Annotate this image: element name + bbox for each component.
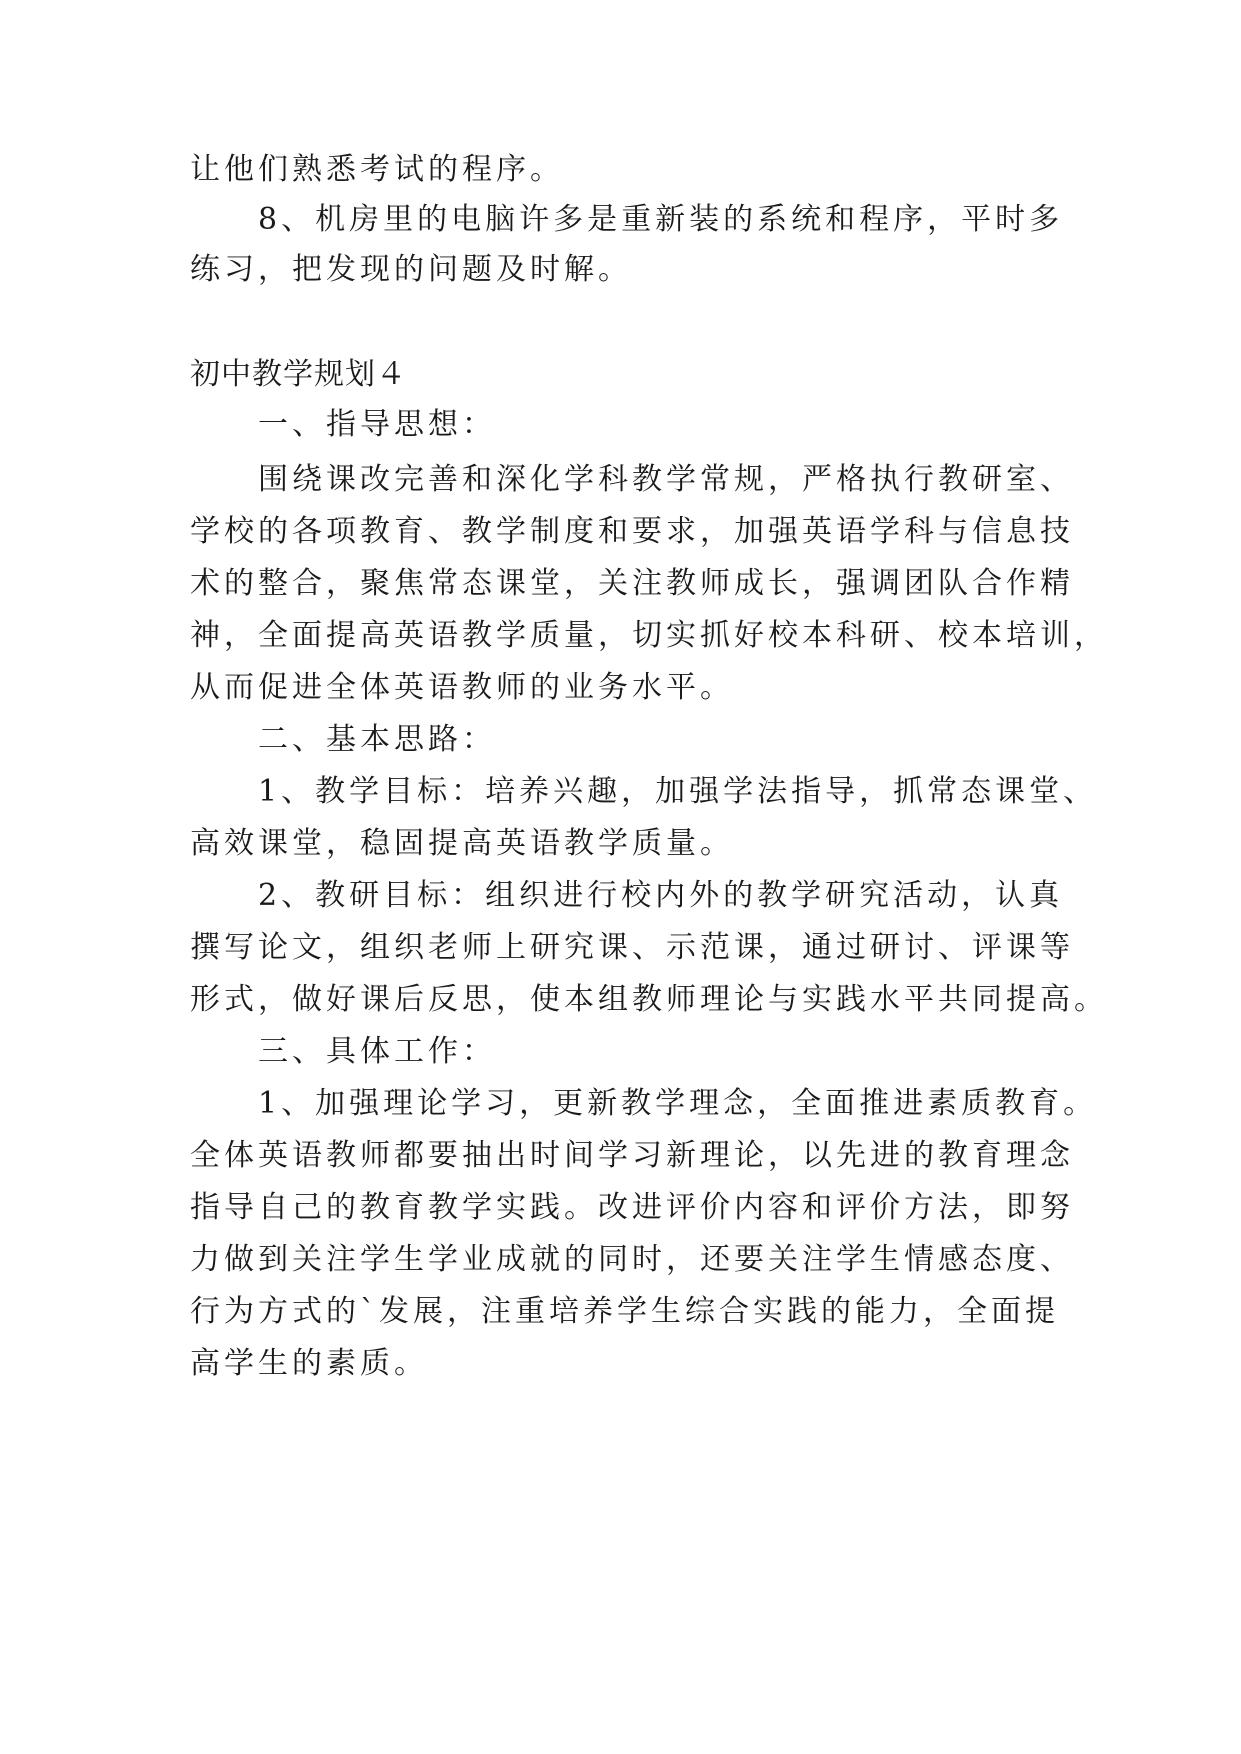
text-line: 高效课堂，稳固提高英语教学质量。 [190,826,734,861]
text-line: 形式，做好课后反思，使本组教师理论与实践水平共同提高。 [190,982,1108,1017]
text-line: 8、机房里的电脑许多是重新装的系统和程序，平时多 [258,202,1064,237]
text-line: 神，全面提高英语教学质量，切实抓好校本科研、校本培训， [190,618,1108,653]
text-line: 撰写论文，组织老师上研究课、示范课，通过研讨、评课等 [190,930,1074,965]
section-heading: 二、基本思路： [258,722,496,757]
text-line: 力做到关注学生学业成就的同时，还要关注学生情感态度、 [190,1242,1074,1277]
section-heading: 一、指导思想： [258,407,496,442]
text-line: 围绕课改完善和深化学科教学常规，严格执行教研室、 [258,462,1074,497]
section-title: 初中教学规划４ [190,357,407,392]
text-line: 练习，把发现的问题及时解。 [190,252,632,287]
text-line: 让他们熟悉考试的程序。 [190,152,564,187]
text-line: 全体英语教师都要抽出时间学习新理论，以先进的教育理念 [190,1138,1074,1173]
text-line: 高学生的素质。 [190,1346,428,1381]
text-line: 行为方式的`发展，注重培养学生综合实践的能力，全面提 [190,1294,1059,1329]
text-line: 2、教研目标：组织进行校内外的教学研究活动，认真 [258,878,1064,913]
text-line: 从而促进全体英语教师的业务水平。 [190,670,734,705]
text-line: 1、加强理论学习，更新教学理念，全面推进素质教育。 [258,1086,1098,1121]
text-line: 术的整合，聚焦常态课堂，关注教师成长，强调团队合作精 [190,566,1074,601]
text-line: 学校的各项教育、教学制度和要求，加强英语学科与信息技 [190,514,1074,549]
text-line: 1、教学目标：培养兴趣，加强学法指导，抓常态课堂、 [258,774,1098,809]
text-line: 指导自己的教育教学实践。改进评价内容和评价方法，即努 [190,1190,1074,1225]
section-heading: 三、具体工作： [258,1034,496,1069]
